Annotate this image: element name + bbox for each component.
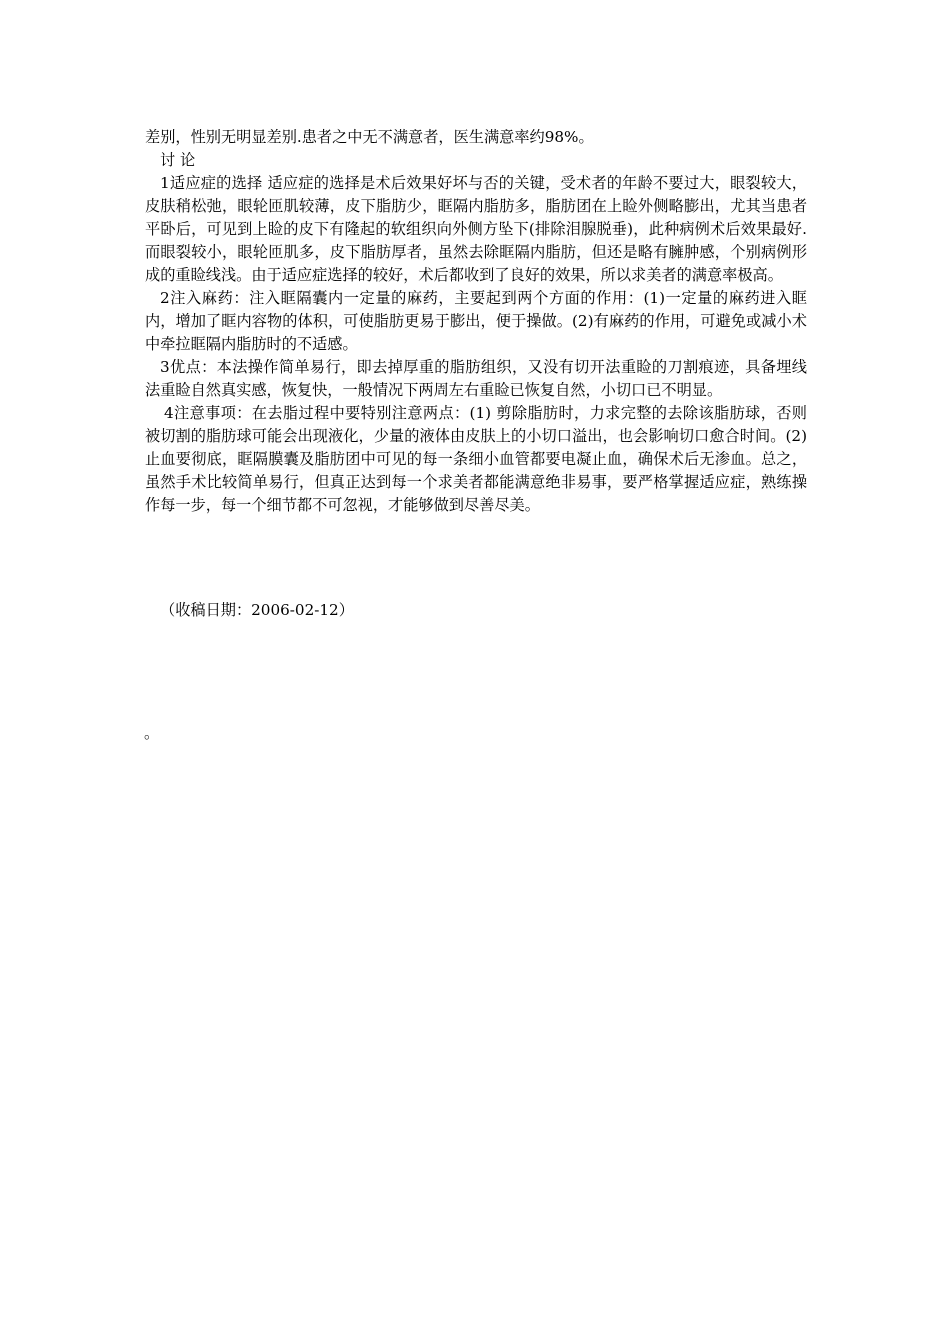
article-body — [145, 126, 807, 517]
discussion-heading: 讨 论 — [160, 151, 196, 169]
trailing-punctuation: 。 — [144, 724, 160, 742]
discussion-point-indications: 1适应症的选择 适应症的选择是术后效果好坏与否的关键，受术者的年龄不要过大，眼裂较大，皮肤稍松弛，眼轮匝肌较薄，皮下脂肪少，眶隔内脂肪多，脂肪团在上睑外侧略膨出，尤其当患者平卧后，可见到上睑的皮下有隆起的软组织向外侧方坠下(排除泪腺脱垂)，此种病例术后效果最好.而眼裂较小，眼轮匝肌多，皮下脂肪厚者，虽然去除眶隔内脂肪，但还是略有臃肿感，个别病例形成的重睑线浅。由于适应症选择的较好，术后都收到了良好的效果，所以求美者的满意率极高。 — [145, 174, 807, 284]
received-date: （收稿日期：2006-02-12） — [160, 601, 354, 619]
discussion-point-advantages: 3优点：本法操作简单易行，即去掉厚重的脂肪组织，又没有切开法重睑的刀割痕迹，具备埋线法重睑自然真实感，恢复快，一般情况下两周左右重睑已恢复自然，小切口已不明显。 — [145, 358, 807, 399]
discussion-point-precautions: 4注意事项：在去脂过程中要特别注意两点：(1) 剪除脂肪时，力求完整的去除该脂肪球，否则被切割的脂肪球可能会出现液化，少量的液体由皮肤上的小切口溢出，也会影响切口愈合时间。(2)止血要彻底，眶隔膜囊及脂肪团中可见的每一条细小血管都要电凝止血，确保术后无渗血。总之，虽然手术比较简单易行，但真正达到每一个求美者都能满意绝非易事，要严格掌握适应症，熟练操作每一步，每一个细节都不可忽视，才能够做到尽善尽美。 — [145, 404, 807, 514]
results-paragraph-end: 差别，性别无明显差别.患者之中无不满意者，医生满意率约98%。 — [145, 128, 594, 146]
discussion-point-anesthesia: 2注入麻药：注入眶隔囊内一定量的麻药，主要起到两个方面的作用：(1)一定量的麻药进入眶内，增加了眶内容物的体积，可使脂肪更易于膨出，便于操做。(2)有麻药的作用，可避免或减小术中牵拉眶隔内脂肪时的不适感。 — [145, 289, 807, 353]
